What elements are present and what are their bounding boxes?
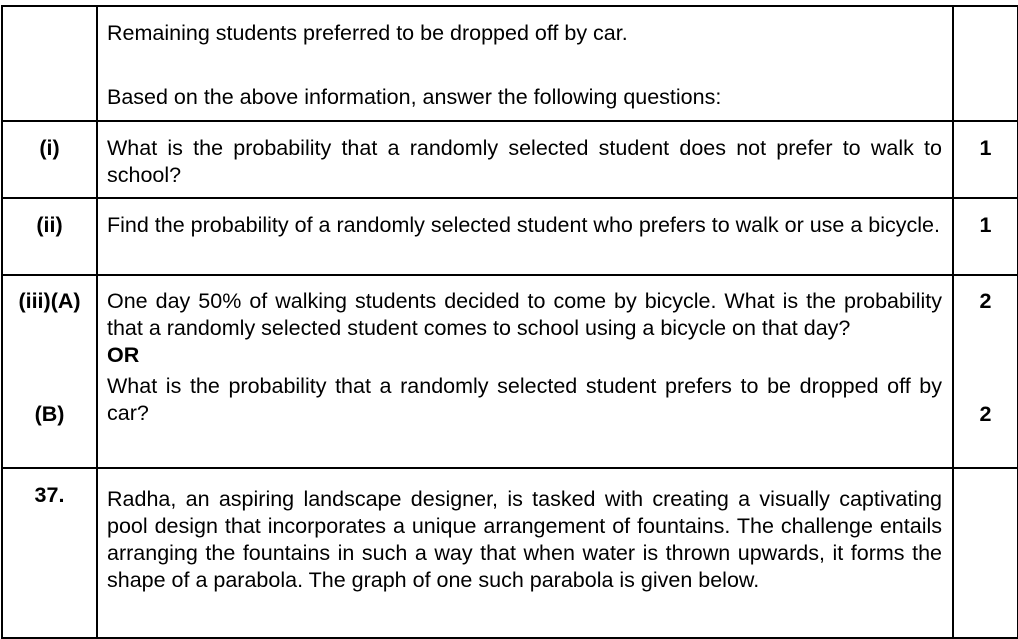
- or-label: OR: [107, 343, 140, 367]
- question-text-a: One day 50% of walking students decided to come by bicycle. What is the probability that a randomly selected student comes to school using a bicycle on that day?: [107, 289, 942, 340]
- question-text: Find the probability of a randomly selected student who prefers to walk or use a bicycle.: [97, 198, 953, 275]
- question-marks: [953, 468, 1018, 638]
- intro-row: [2, 6, 1018, 121]
- intro-text-cell: [97, 6, 953, 121]
- question-marks: 1: [953, 198, 1018, 275]
- question-row-ii: [2, 198, 1018, 275]
- question-row-i: [2, 121, 1018, 198]
- question-row-37: [2, 468, 1018, 638]
- question-marks: 1: [953, 121, 1018, 198]
- question-number: (ii): [2, 198, 97, 275]
- question-text-b: What is the probability that a randomly selected student prefers to be dropped off by car?: [107, 374, 942, 425]
- question-text: [97, 275, 953, 468]
- question-text: Radha, an aspiring landscape designer, is tasked with creating a visually captivating pool design that incorporates a unique arrangement of fountains. The challenge entails arranging the fountains in such a way that when water is thrown upwards, it forms the shape of a parabola. The graph of one such parabola is given below.: [97, 468, 953, 638]
- question-number: 37.: [2, 468, 97, 638]
- question-text: What is the probability that a randomly selected student does not prefer to walk to school?: [97, 121, 953, 198]
- intro-marks-cell: [953, 6, 1018, 121]
- intro-line-2: Based on the above information, answer the following questions:: [107, 85, 722, 109]
- question-number-b: (B): [34, 402, 65, 426]
- question-marks-a: 2: [979, 289, 992, 313]
- question-marks-b: 2: [979, 402, 992, 426]
- question-number-a: (iii)(A): [18, 289, 81, 313]
- question-row-iii: [2, 275, 1018, 468]
- question-number: [2, 275, 97, 468]
- question-number: (i): [2, 121, 97, 198]
- question-table: [1, 5, 1018, 639]
- intro-line-1: Remaining students preferred to be dropped off by car.: [107, 21, 628, 45]
- question-marks: [953, 275, 1018, 468]
- intro-number-cell: [2, 6, 97, 121]
